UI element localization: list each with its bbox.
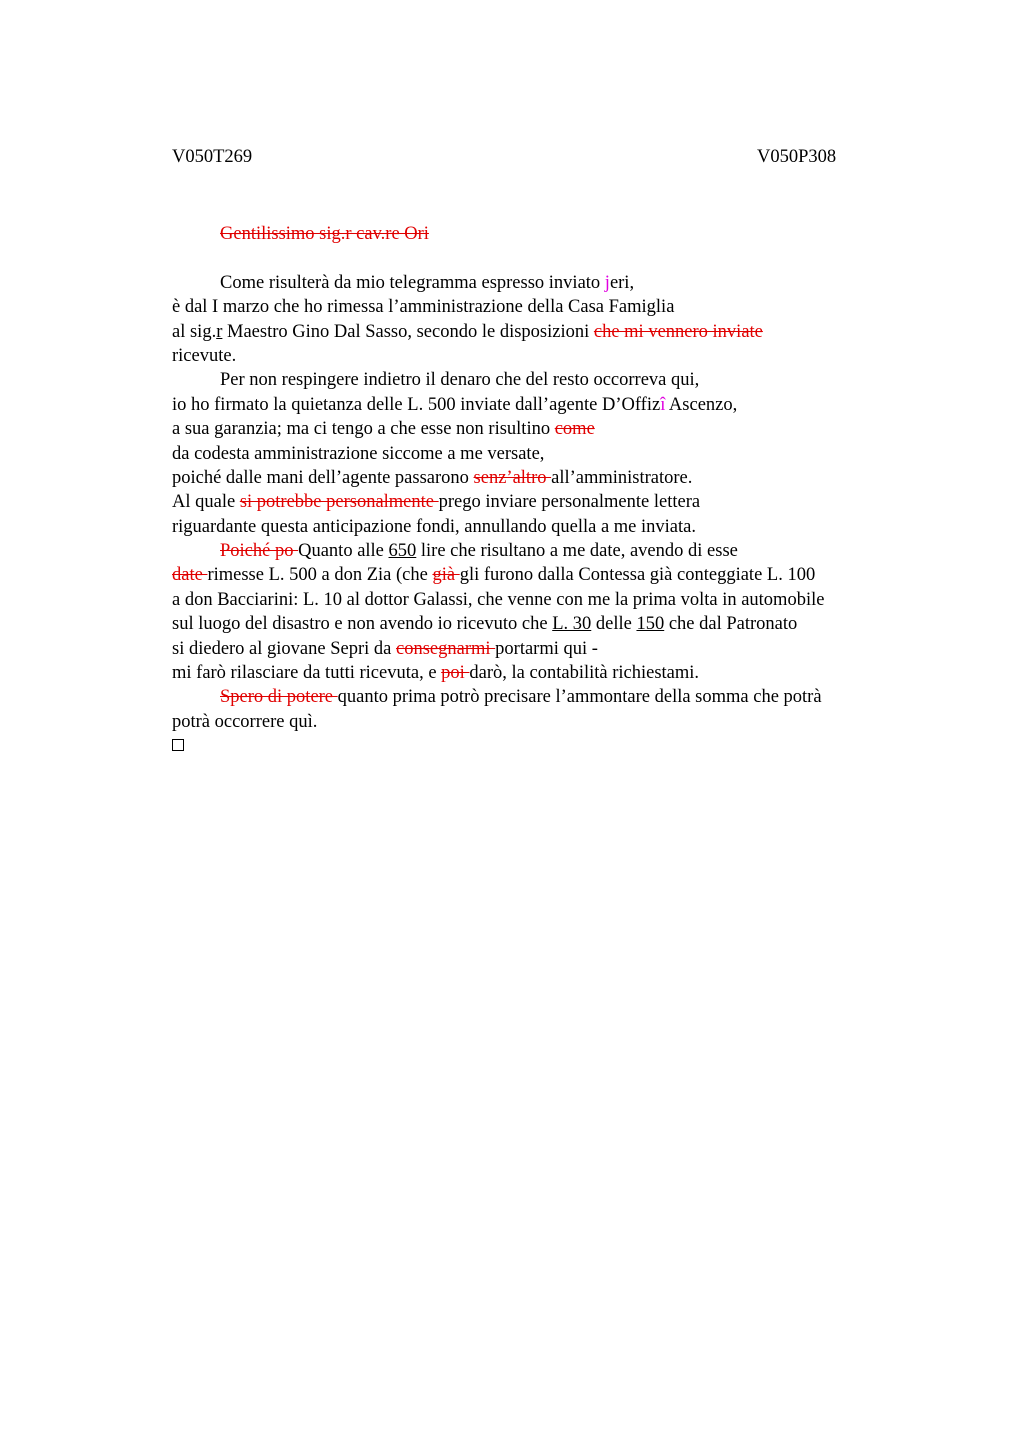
text: mi farò rilasciare da tutti ricevuta, e: [172, 663, 442, 684]
deleted-salutation: Gentilissimo sig.r cav.re Ori: [220, 224, 429, 244]
text: poiché dalle mani dell’agente passarono: [172, 467, 474, 488]
salutation-line: [172, 222, 932, 246]
underlined-text: 150: [636, 614, 665, 635]
text-line: [172, 612, 932, 636]
deleted-text: Spero di potere: [220, 687, 338, 708]
end-mark-line: [172, 734, 932, 758]
text: Come risulterà da mio telegramma espresso inviato: [220, 272, 605, 293]
text: rimesse L. 500 a don Zia (che: [207, 565, 433, 586]
text: portarmi qui -: [495, 638, 598, 659]
text: eri,: [609, 272, 635, 293]
header-left-code: V050T269: [172, 147, 253, 167]
text-line: [172, 685, 932, 709]
text-line: [172, 637, 932, 661]
deleted-text: poi: [441, 663, 470, 684]
text-line: da codesta amministrazione siccome a me versate,: [172, 443, 545, 464]
text: sul luogo del disastro e non avendo io ricevuto che: [172, 614, 553, 635]
underlined-text: L. 30: [552, 614, 592, 635]
text: al sig.: [172, 321, 217, 342]
text-line: [172, 466, 932, 490]
deleted-text: che mi vennero inviate: [593, 321, 763, 342]
text-line: [172, 563, 932, 587]
text-line: [172, 661, 932, 685]
text-line: è dal I marzo che ho rimessa l’amministrazione della Casa Famiglia: [172, 297, 675, 318]
text: io ho firmato la quietanza delle L. 500 inviate dall’agente D’Offiz: [172, 394, 661, 415]
deleted-text: Poiché po: [220, 541, 299, 562]
deleted-text: consegnarmi: [396, 638, 496, 659]
deleted-text: come: [554, 419, 595, 440]
text: darò, la contabilità richiestami.: [469, 663, 700, 684]
blank-line: [172, 246, 932, 270]
letter-body: [172, 222, 932, 759]
text-line: potrà occorrere quì.: [172, 711, 318, 732]
header-right-code: V050P308: [757, 147, 837, 167]
text: Quanto alle: [298, 541, 389, 562]
text-line: [172, 271, 932, 295]
editorial-mark: j: [604, 272, 610, 293]
text: all’amministratore.: [551, 467, 693, 488]
underlined-text: r: [216, 321, 223, 342]
text-line: [172, 393, 932, 417]
text: Ascenzo,: [665, 394, 738, 415]
checkbox-square-icon: [172, 739, 184, 751]
deleted-text: senz’altro: [473, 467, 552, 488]
text: Al quale: [172, 492, 240, 513]
text-line: ricevute.: [172, 345, 237, 366]
deleted-text: già: [432, 565, 460, 586]
text-line: a don Bacciarini: L. 10 al dottor Galassi, che venne con me la prima volta in automobile: [172, 589, 825, 610]
text: che dal Patronato: [664, 614, 798, 635]
text-line: [172, 490, 932, 514]
text-line: Per non respingere indietro il denaro che del resto occorreva qui,: [220, 370, 700, 391]
text: lire che risultano a me date, avendo di esse: [416, 541, 738, 562]
text: Maestro Gino Dal Sasso, secondo le disposizioni: [222, 321, 594, 342]
text: delle: [591, 614, 637, 635]
editorial-mark: î: [660, 394, 666, 415]
deleted-text: date: [172, 565, 208, 586]
text-line: riguardante questa anticipazione fondi, annullando quella a me inviata.: [172, 516, 696, 537]
text: prego inviare personalmente lettera: [438, 492, 701, 513]
text: a sua garanzia; ma ci tengo a che esse non risultino: [172, 419, 555, 440]
text: si diedero al giovane Sepri da: [172, 638, 396, 659]
text-line: [172, 539, 932, 563]
text-line: [172, 320, 932, 344]
text-line: [172, 417, 932, 441]
deleted-text: si potrebbe personalmente: [239, 492, 439, 513]
text: quanto prima potrò precisare l’ammontare della somma che potrà: [337, 687, 822, 708]
underlined-text: 650: [388, 541, 417, 562]
text: gli furono dalla Contessa già conteggiate L. 100: [459, 565, 816, 586]
